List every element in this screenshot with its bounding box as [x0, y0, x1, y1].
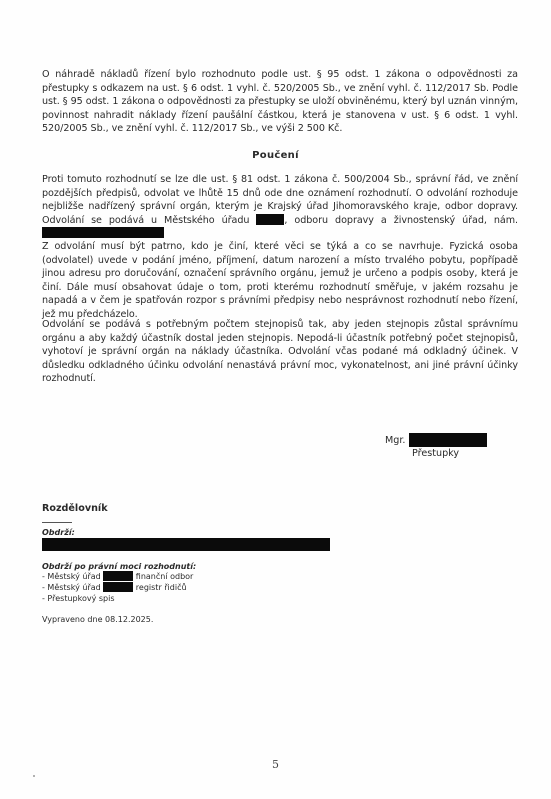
- redaction-box: [103, 571, 133, 581]
- distribution-item: - Městský úřad finanční odbor: [42, 572, 194, 581]
- copies-paragraph: Odvolání se podává s potřebným počtem stejnopisů tak, aby jeden stejnopis zůstal správnímu orgánu a aby každý účastník dostal jeden stejnopis. Nepodá-li účastník potřebný počet stejnopisů, vyhotoví je správní orgán na náklady účastníka. Odvolání včas podané má odkladný účinek. V důsledku odkladného účinku odvolání nenastává právní moc, vykonatelnost, ani jiné právní účinky rozhodnutí.: [42, 319, 518, 385]
- redaction-box: [256, 214, 284, 225]
- dispatch-date: Vypraveno dne 08.12.2025.: [42, 615, 154, 624]
- after-decision-label: Obdrží po právní moci rozhodnutí:: [42, 562, 197, 571]
- distribution-divider: [42, 522, 72, 523]
- scan-speck: [33, 775, 35, 777]
- instruction-heading: Poučení: [252, 150, 299, 161]
- recipient-redaction: [42, 538, 330, 551]
- page-number: 5: [272, 758, 279, 771]
- costs-paragraph: O náhradě nákladů řízení bylo rozhodnuto podle ust. § 95 odst. 1 zákona o odpovědnosti za přestupky s odkazem na ust. § 6 odst. 1 vyhl. č. 520/2005 Sb., ve znění vyhl. č. 112/2017 Sb. Podle ust. § 95 odst. 1 zákona o odpovědnosti za přestupky se uloží obviněnému, který byl uznán vinným, povinnost nahradit náklady řízení paušální částkou, která je stanovena v ust. § 6 odst. 1 vyhl. 520/2005 Sb., ve znění vyhl. č. 112/2017 Sb., ve výši 2 500 Kč.: [42, 69, 518, 135]
- redaction-box: [103, 582, 133, 592]
- appeal-text-part2: , odboru dopravy a živnostenský úřad, nám.: [284, 214, 519, 226]
- received-label: Obdrží:: [42, 528, 75, 537]
- distribution-heading: Rozdělovník: [42, 503, 108, 514]
- signature-role: Přestupky: [412, 448, 460, 459]
- signature-name-redaction: [409, 433, 487, 447]
- distribution-item: - Městský úřad registr řidičů: [42, 583, 187, 592]
- appeal-paragraph: [42, 173, 518, 241]
- appeal-text-part1: Proti tomuto rozhodnutí se lze dle ust. § 81 odst. 1 zákona č. 500/2004 Sb., správní řád, ve znění pozdějších předpisů, odvolat ve lhůtě 15 dnů ode dne oznámení rozhodnutí. O odvolání rozhoduje nejbližše nadřízený správní orgán, kterým je Krajský úřad Jihomoravského kraje, odbor dopravy. Odvolání se podává u Městského úřadu: [42, 174, 518, 226]
- signature-title: Mgr.: [385, 435, 406, 446]
- redaction-box: [42, 227, 164, 238]
- appeal-content-paragraph: Z odvolání musí být patrno, kdo je činí, které věci se týká a co se navrhuje. Fyzická osoba (odvolatel) uvede v podání jméno, příjmení, datum narození a místo trvalého pobytu, popřípadě jinou adresu pro doručování, označení správního orgánu, jemuž je určeno a podpis osoby, která je činí. Dále musí obsahovat údaje o tom, proti kterému rozhodnutí směřuje, v jakém rozsahu je napadá a v čem je spatřován rozpor s právními předpisy nebo nesprávnost rozhodnutí nebo řízení, jež mu předcházelo.: [42, 241, 518, 320]
- distribution-item: - Přestupkový spis: [42, 594, 115, 603]
